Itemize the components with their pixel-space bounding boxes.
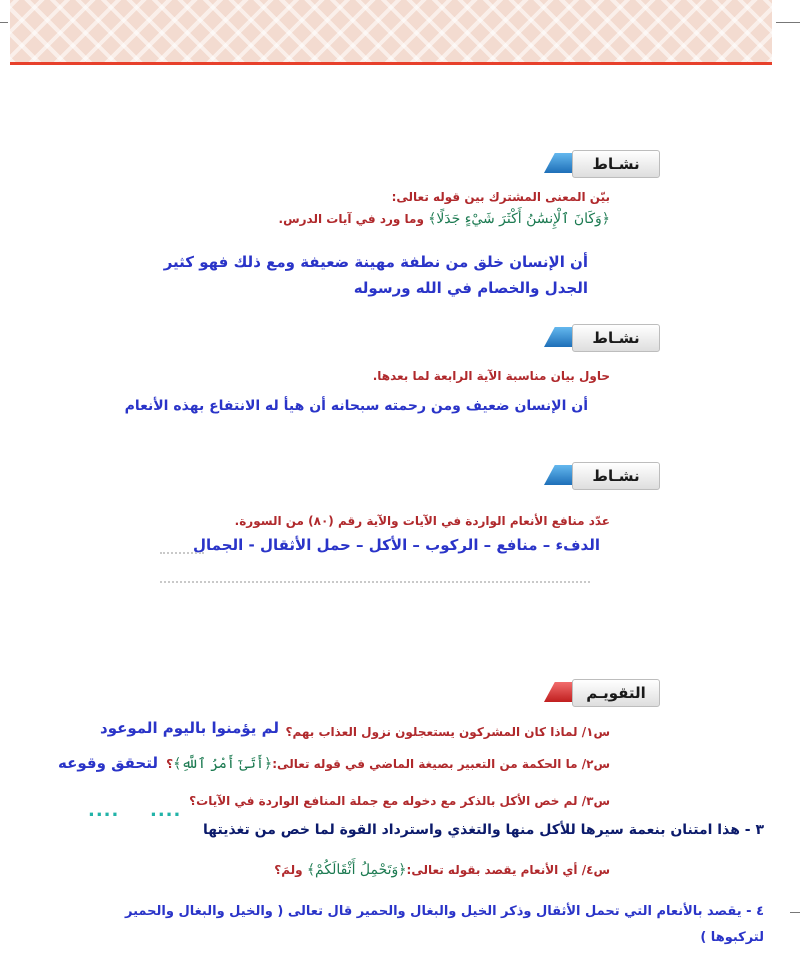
evaluation-badge (540, 679, 660, 707)
header-ornament-band (10, 0, 772, 62)
crop-mark (790, 912, 800, 913)
activity-label: نشـاط (572, 324, 660, 352)
evaluation-a1: لم يؤمنوا باليوم الموعود (100, 719, 280, 737)
activity2-question: حاول بيان مناسبة الآية الرابعة لما بعدها. (372, 369, 610, 383)
evaluation-q2-mark: ؟ (166, 757, 174, 771)
activity2-answer: أن الإنسان ضعيف ومن رحمته سبحانه أن هيأ له الانتفاع بهذه الأنعام (124, 398, 588, 414)
activity3-question: عدّد منافع الأنعام الواردة في الآيات والآية رقم (٨٠) من السورة. (234, 514, 610, 528)
activity-badge (540, 324, 660, 352)
crop-mark (0, 22, 8, 23)
quran-verse: ﴿وَكَانَ ٱلْإِنسَٰنُ أَكْثَرَ شَيْءٍ جَدَلًا﴾ (428, 211, 610, 227)
evaluation-q4 (274, 862, 610, 878)
quran-verse: ﴿وَتَحْمِلُ أَثْقَالَكُمْ﴾ (306, 862, 407, 878)
evaluation-q1: س١/ لماذا كان المشركون يستعجلون نزول العذاب بهم؟ (285, 725, 610, 739)
activity-badge (540, 150, 660, 178)
evaluation-q2 (166, 756, 610, 772)
crop-mark (776, 22, 800, 23)
evaluation-q2-text: س٢/ ما الحكمة من التعبير بصيغة الماضي في قوله تعالى: (272, 757, 610, 771)
activity-label: نشـاط (572, 462, 660, 490)
activity1-question-tail: وما ورد في آيات الدرس. (278, 212, 424, 226)
answer-dotted-line (160, 552, 204, 554)
activity-label: نشـاط (572, 150, 660, 178)
evaluation-a4-line1: ٤ - يقصد بالأنعام التي تحمل الأثقال وذكر الخيل والبغال والحمير قال تعالى ( والخيل والبغال والحمير (125, 904, 764, 919)
activity1-answer-line1: أن الإنسان خلق من نطفة مهينة ضعيفة ومع ذلك فهو كثير (163, 253, 588, 271)
activity1-question-verse-line (279, 211, 610, 227)
header-rule (10, 62, 772, 65)
evaluation-q4-tail: ولمَ؟ (274, 863, 303, 877)
activity-badge (540, 462, 660, 490)
quran-verse: ﴿أَتَىٰٓ أَمْرُ ٱللَّهِ﴾ (173, 756, 273, 772)
evaluation-label: التقويـم (572, 679, 660, 707)
teal-dots-decoration: .... (88, 800, 120, 821)
evaluation-a4-line2: لتركبوها ) (700, 930, 764, 945)
evaluation-a3: ٣ - هذا امتنان بنعمة سيرها للأكل منها والتغذي واسترداد القوة لما خص من تغذيتها (203, 822, 764, 838)
activity1-answer-line2: الجدل والخصام في الله ورسوله (353, 279, 588, 297)
evaluation-a2: لتحقق وقوعه (58, 754, 158, 772)
teal-dots-decoration: .... (150, 800, 182, 821)
activity3-answer: الدفء – منافع – الركوب – الأكل – حمل الأثقال - الجمال (193, 536, 600, 554)
evaluation-q4-text: س٤/ أي الأنعام يقصد بقوله تعالى: (406, 863, 610, 877)
evaluation-q3: س٣/ لم خص الأكل بالذكر مع دخوله مع جملة المنافع الواردة في الآيات؟ (189, 794, 610, 808)
answer-dotted-line (160, 581, 590, 583)
activity1-question: بيّن المعنى المشترك بين قوله تعالى: (391, 190, 610, 204)
